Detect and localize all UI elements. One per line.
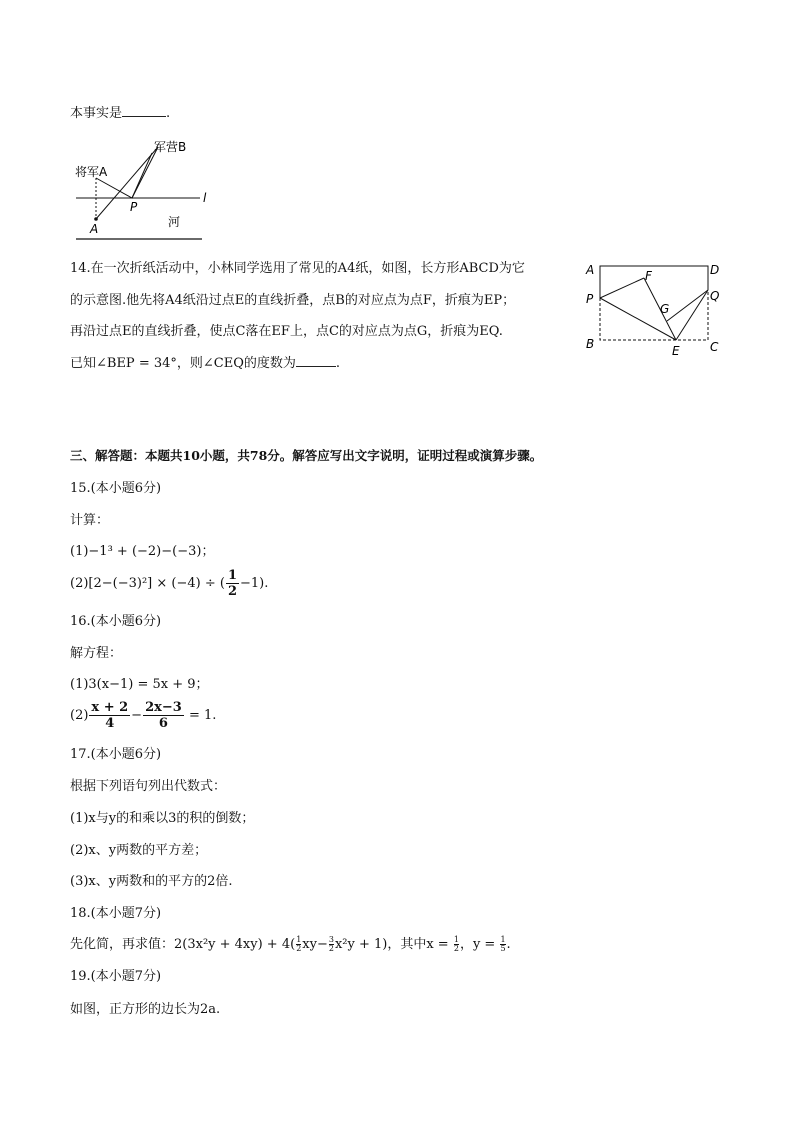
label-f: F [645,269,652,283]
q13-tail-text: 本事实是 [70,106,123,121]
q15-intro: 计算： [70,513,110,528]
q16-fraction-1 [89,700,130,731]
label-d: D [710,263,720,277]
label-p: P [586,292,594,306]
q14-line-4: 已知∠BEP = 34°，则∠CEQ的度数为 . [70,356,341,371]
segment-gq [667,290,708,321]
label-a: A [90,222,99,236]
q13-answer-blank [122,104,166,117]
q15-frac-den: 2 [227,584,237,599]
q16-f1-den: 4 [105,716,115,731]
q14-answer-blank [296,354,336,367]
crease-eq [676,290,708,340]
q16-f2-den: 6 [158,716,168,731]
q16-part-2 [70,700,216,731]
q15-part-2-a: (2)[2−(−3)²] × (−4) ÷ ( [70,576,225,591]
q15-frac-num: 1 [227,568,237,583]
q18-text [70,936,511,954]
q15-fraction [226,568,239,599]
q17-part-1: (1)x与y的和乘以3的积的倒数； [70,811,255,826]
q18-frac-3-den: 2 [453,944,459,953]
q17-part-2: (2)x、y两数的平方差； [70,843,208,858]
q18-frac-1 [296,936,301,953]
label-camp-b: 军营B [154,140,187,154]
q18-frac-4 [500,936,505,953]
q16-intro: 解方程： [70,646,123,661]
q19-text: 如图，正方形的边长为2a. [70,1002,221,1017]
q18-a: 先化简，再求值：2(3x²y + 4xy) + 4( [70,937,296,952]
section-3-heading: 三、解答题：本题共10小题，共78分。解答应写出文字说明，证明过程或演算步骤。 [70,448,543,463]
q18-frac-2-den: 2 [328,944,334,953]
q14-line-4-text: 已知∠BEP = 34°，则∠CEQ的度数为 [70,356,296,371]
label-l: l [203,191,207,205]
label-q: Q [710,289,720,303]
q18-frac-2-num: 3 [328,935,334,944]
q18-frac-1-den: 2 [296,944,302,953]
label-e: E [672,344,680,358]
q18-frac-2 [329,936,334,953]
q17-head: 17.(本小题6分) [70,747,162,762]
q18-head: 18.(本小题7分) [70,906,162,921]
q19-head: 19.(本小题7分) [70,969,162,984]
q14-line-1: 14.在一次折纸活动中，小林同学选用了常见的A4纸，如图，长方形ABCD为它 [70,261,525,276]
q16-f1-num: x + 2 [91,700,129,715]
q17-intro: 根据下列语句列出代数式： [70,779,227,794]
q15-part-1: (1)−1³ + (−2)−(−3)； [70,544,215,559]
label-a: A [586,263,595,277]
q18-frac-3 [454,936,459,953]
figure-14 [582,258,727,363]
q15-part-2-b: −1). [239,576,269,591]
label-c: C [710,340,719,354]
q14-line-2: 的示意图.他先将A4纸沿过点E的直线折叠，点B的对应点为点F，折痕为EP； [70,293,516,308]
q16-part-1: (1)3(x−1) = 5x + 9； [70,677,209,692]
q16-fraction-2 [143,700,184,731]
q16-f2-num: 2x−3 [145,700,182,715]
q14-line-3: 再沿过点E的直线折叠，使点C落在EF上，点C的对应点为点G，折痕为EQ. [70,324,503,339]
label-river: 河 [168,215,181,229]
q17-part-3: (3)x、y两数和的平方的2倍. [70,874,233,889]
q16-part-2-b: = 1. [188,708,217,723]
q18-frac-4-den: 5 [500,944,506,953]
rect-top-part [600,266,708,298]
line-p-b2 [132,153,152,198]
q18-b: xy− [302,937,328,952]
q15-head: 15.(本小题6分) [70,481,162,496]
q18-frac-4-num: 1 [500,935,506,944]
q16-minus: − [131,708,143,723]
q18-frac-3-num: 1 [453,935,459,944]
q15-part-2 [70,568,268,599]
q16-part-2-a: (2) [70,708,89,723]
label-b: B [586,337,595,351]
q13-tail-line: 本事实是 . [70,106,171,121]
label-g: G [660,302,670,316]
q18-c: x²y + 1)，其中x = [334,937,453,952]
segment-pf [600,278,644,298]
label-general-a: 将军A [75,165,108,179]
figure-13 [70,135,220,245]
q18-frac-1-num: 1 [296,935,302,944]
q16-head: 16.(本小题6分) [70,614,162,629]
q18-d: ，y = [459,937,500,952]
q18-e: . [506,937,511,952]
label-p: P [130,200,138,214]
